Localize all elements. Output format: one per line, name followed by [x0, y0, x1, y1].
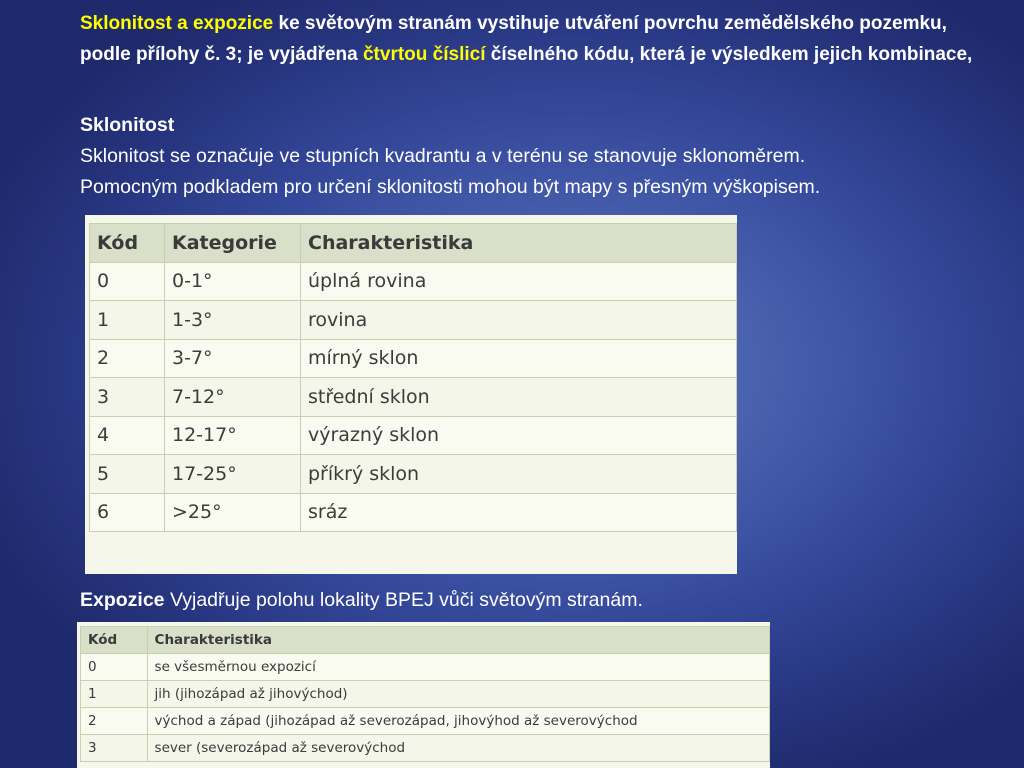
expozice-text: Vyjadřuje polohu lokality BPEJ vůči světovým stranám. [164, 589, 643, 611]
expo-table-header-row [81, 627, 770, 654]
expo-table-row [81, 708, 770, 735]
slope-cell-kategorie: 0-1° [165, 262, 301, 301]
expo-cell-charakteristika: východ a západ (jihozápad až severozápad, jihovýhod až severovýchod [147, 708, 769, 735]
expo-header-charakteristika: Charakteristika [147, 627, 769, 654]
sklonitost-heading: Sklonitost [80, 114, 175, 136]
slope-table-row [90, 493, 737, 532]
slope-cell-charakteristika: sráz [301, 493, 737, 532]
slope-cell-kategorie: 7-12° [165, 378, 301, 417]
slope-cell-charakteristika: výrazný sklon [301, 416, 737, 455]
slope-cell-kod: 6 [90, 493, 165, 532]
slope-cell-kategorie: 17-25° [165, 455, 301, 494]
slope-cell-kod: 1 [90, 301, 165, 340]
intro-paragraph [80, 8, 980, 70]
expo-table-row [81, 654, 770, 681]
slope-header-kod: Kód [90, 224, 165, 263]
slope-cell-charakteristika: střední sklon [301, 378, 737, 417]
slope-cell-kategorie: 1-3° [165, 301, 301, 340]
slope-table-header-row [90, 224, 737, 263]
slope-cell-charakteristika: úplná rovina [301, 262, 737, 301]
intro-text-end: číselného kódu, která je výsledkem jejich kombinace, [485, 44, 973, 65]
expo-cell-kod: 1 [81, 681, 148, 708]
expo-cell-charakteristika: jih (jihozápad až jihovýchod) [147, 681, 769, 708]
expo-table-image [77, 622, 770, 768]
slope-table-image [85, 215, 737, 574]
slope-cell-kategorie: 3-7° [165, 339, 301, 378]
slope-table-row [90, 416, 737, 455]
expo-cell-charakteristika: se všesměrnou expozicí [147, 654, 769, 681]
slope-cell-kod: 3 [90, 378, 165, 417]
intro-highlight-title: Sklonitost a expozice [80, 13, 274, 34]
expozice-section [80, 585, 980, 616]
slope-table-row [90, 301, 737, 340]
sklonitost-section [80, 110, 1000, 203]
expo-cell-kod: 0 [81, 654, 148, 681]
slope-table [89, 223, 737, 532]
slope-table-row [90, 262, 737, 301]
slope-cell-charakteristika: příkrý sklon [301, 455, 737, 494]
slope-cell-charakteristika: rovina [301, 301, 737, 340]
expo-table [80, 626, 770, 762]
slope-cell-charakteristika: mírný sklon [301, 339, 737, 378]
expo-cell-kod: 3 [81, 735, 148, 762]
sklonitost-line-2: Pomocným podkladem pro určení sklonitosti mohou být mapy s přesným výškopisem. [80, 176, 821, 198]
intro-text: ke světovým stranám vystihuje utváření povrchu zemědělského pozemku, podle přílohy č. 3; je vyjádřena [80, 13, 947, 65]
slope-table-row [90, 378, 737, 417]
expo-header-kod: Kód [81, 627, 148, 654]
expo-table-row [81, 735, 770, 762]
slope-header-charakteristika: Charakteristika [301, 224, 737, 263]
slope-cell-kod: 4 [90, 416, 165, 455]
expo-cell-charakteristika: sever (severozápad až severovýchod [147, 735, 769, 762]
slope-header-kategorie: Kategorie [165, 224, 301, 263]
slope-cell-kod: 5 [90, 455, 165, 494]
slope-table-row [90, 339, 737, 378]
intro-highlight-digit: čtvrtou číslicí [362, 44, 486, 65]
slope-cell-kod: 0 [90, 262, 165, 301]
slope-cell-kategorie: 12-17° [165, 416, 301, 455]
sklonitost-line-1: Sklonitost se označuje ve stupních kvadrantu a v terénu se stanovuje sklonoměrem. [80, 145, 806, 167]
expozice-heading: Expozice [80, 589, 165, 611]
expo-table-row [81, 681, 770, 708]
slope-cell-kod: 2 [90, 339, 165, 378]
slope-cell-kategorie: >25° [165, 493, 301, 532]
expo-cell-kod: 2 [81, 708, 148, 735]
slope-table-row [90, 455, 737, 494]
